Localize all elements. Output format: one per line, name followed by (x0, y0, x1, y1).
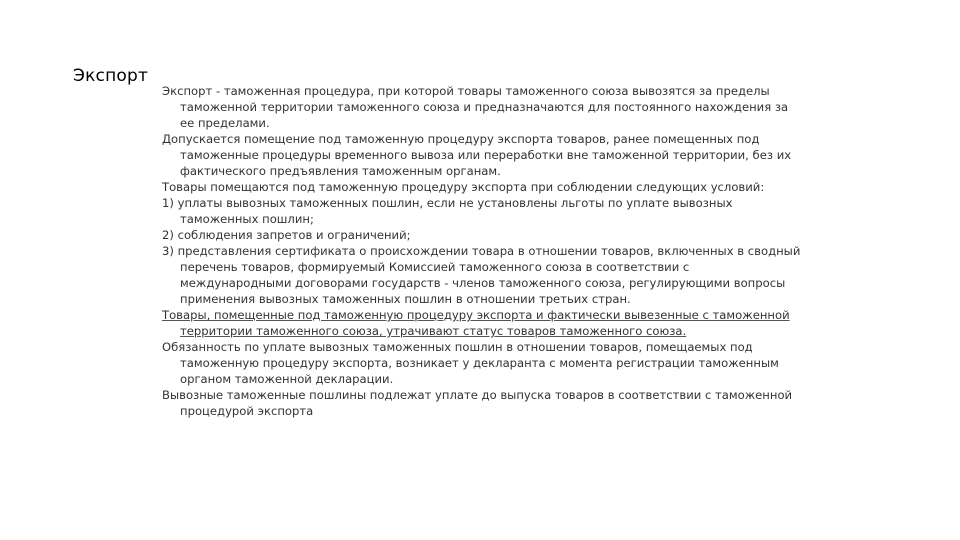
paragraph-admission: Допускается помещение под таможенную процедуру экспорта товаров, ранее помещенных под таможенные процедуры временного вывоза или переработки вне таможенной территории, без их фактического предъявления таможенным органам. (162, 132, 792, 178)
paragraph-status-loss: Товары, помещенные под таможенную процедуру экспорта и фактически вывезенные с таможенной территории таможенного союза, утрачивают статус товаров таможенного союза. (162, 308, 790, 338)
list-item-condition-2: 2) соблюдения запретов и ограничений; (162, 228, 411, 242)
list-item-condition-1: 1) уплаты вывозных таможенных пошлин, если не установлены льготы по уплате вывозных таможенных пошлин; (162, 196, 733, 226)
paragraph-definition: Экспорт - таможенная процедура, при которой товары таможенного союза вывозятся за пределы таможенной территории таможенного союза и предназначаются для постоянного нахождения за ее пределами. (162, 84, 789, 130)
paragraph-duty-payment: Вывозные таможенные пошлины подлежат уплате до выпуска товаров в соответствии с таможенной процедурой экспорта (162, 388, 793, 418)
paragraph-duty-obligation: Обязанность по уплате вывозных таможенных пошлин в отношении товаров, помещаемых под таможенную процедуру экспорта, возникает у декларанта с момента регистрации таможенным органом таможенной декларации. (162, 340, 779, 386)
paragraph-conditions-intro: Товары помещаются под таможенную процедуру экспорта при соблюдении следующих условий: (162, 180, 765, 194)
list-item-condition-3: 3) представления сертификата о происхождении товара в отношении товаров, включенных в сводный перечень товаров, формируемый Комиссией таможенного союза в соответствии с международными договорами государств - членов таможенного союза, регулирующими вопросы применения вывозных таможенных пошлин в отношении третьих стран. (162, 244, 801, 306)
slide-body (162, 83, 802, 419)
slide-title: Экспорт (73, 66, 149, 86)
